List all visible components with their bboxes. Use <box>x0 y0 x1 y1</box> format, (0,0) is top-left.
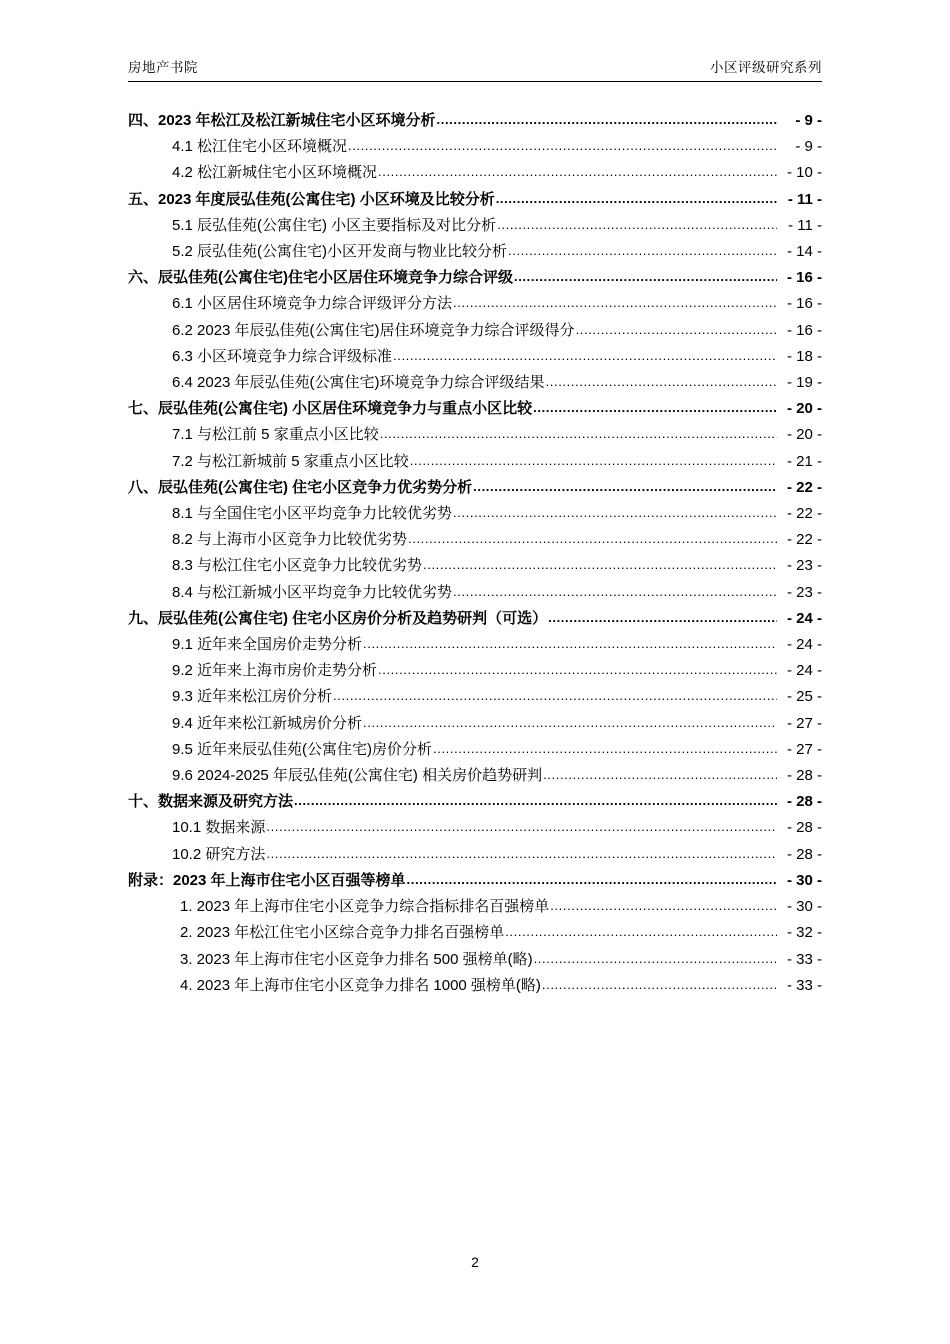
toc-entry-page: - 22 - <box>786 478 822 496</box>
toc-entry-page: - 33 - <box>786 976 822 994</box>
toc-leader-dots <box>534 946 777 972</box>
page-number: 2 <box>471 1254 479 1270</box>
toc-entry-page: - 24 - <box>786 636 822 654</box>
toc-entry-title: 十、数据来源及研究方法 <box>128 793 294 811</box>
toc-leader-dots <box>497 212 777 238</box>
toc-leader-dots <box>378 159 777 185</box>
toc-leader-dots <box>546 369 777 395</box>
toc-entry[interactable] <box>128 160 822 186</box>
toc-entry-title: 10.1 数据来源 <box>172 819 266 837</box>
toc-entry-title: 1. 2023 年上海市住宅小区竞争力综合指标排名百强榜单 <box>180 898 550 916</box>
toc-entry-title: 8.2 与上海市小区竞争力比较优劣势 <box>172 531 408 549</box>
toc-entry[interactable] <box>128 213 822 239</box>
toc-entry-page: - 28 - <box>786 819 822 837</box>
header-left-text: 房地产书院 <box>128 60 198 75</box>
toc-entry[interactable] <box>128 449 822 475</box>
toc-leader-dots <box>294 788 777 814</box>
toc-entry[interactable] <box>128 108 822 134</box>
toc-entry-title: 6.1 小区居住环境竞争力综合评级评分方法 <box>172 295 453 313</box>
toc-entry[interactable] <box>128 239 822 265</box>
toc-entry[interactable] <box>128 318 822 344</box>
toc-entry-title: 五、2023 年度辰弘佳苑(公寓住宅) 小区环境及比较分析 <box>128 190 495 208</box>
toc-entry-page: - 33 - <box>786 950 822 968</box>
toc-leader-dots <box>542 972 777 998</box>
toc-leader-dots <box>550 893 777 919</box>
toc-entry[interactable] <box>128 632 822 658</box>
page-header <box>128 56 822 82</box>
toc-leader-dots <box>380 421 777 447</box>
toc-entry[interactable] <box>128 291 822 317</box>
toc-leader-dots <box>453 579 777 605</box>
toc-leader-dots <box>496 186 777 212</box>
toc-entry-page: - 23 - <box>786 557 822 575</box>
toc-entry-page: - 16 - <box>786 321 822 339</box>
toc-entry-title: 九、辰弘佳苑(公寓住宅) 住宅小区房价分析及趋势研判（可选） <box>128 609 548 627</box>
toc-entry-page: - 9 - <box>795 138 822 156</box>
toc-entry[interactable] <box>128 606 822 632</box>
toc-entry-title: 8.3 与松江住宅小区竞争力比较优劣势 <box>172 557 423 575</box>
toc-entry-page: - 9 - <box>795 112 822 129</box>
toc-leader-dots <box>433 736 777 762</box>
toc-entry-page: - 24 - <box>786 609 822 627</box>
toc-entry-title: 5.1 辰弘佳苑(公寓住宅) 小区主要指标及对比分析 <box>172 216 497 234</box>
toc-leader-dots <box>393 343 777 369</box>
toc-leader-dots <box>453 290 777 316</box>
toc-entry[interactable] <box>128 947 822 973</box>
toc-entry-title: 9.2 近年来上海市房价走势分析 <box>172 662 378 680</box>
toc-entry-page: - 16 - <box>786 295 822 313</box>
toc-entry-page: - 19 - <box>786 374 822 392</box>
toc-leader-dots <box>408 526 777 552</box>
toc-entry-page: - 11 - <box>787 190 822 208</box>
toc-entry[interactable] <box>128 763 822 789</box>
toc-entry-title: 八、辰弘佳苑(公寓住宅) 住宅小区竞争力优劣势分析 <box>128 478 473 496</box>
toc-entry-title: 四、2023 年松江及松江新城住宅小区环境分析 <box>128 112 436 129</box>
toc-entry-title: 9.6 2024-2025 年辰弘佳苑(公寓住宅) 相关房价趋势研判 <box>172 767 543 785</box>
toc-leader-dots <box>266 814 777 840</box>
toc-leader-dots <box>473 474 777 500</box>
toc-entry[interactable] <box>128 920 822 946</box>
table-of-contents <box>128 108 822 999</box>
toc-entry-page: - 32 - <box>786 924 822 942</box>
toc-leader-dots <box>333 683 777 709</box>
toc-entry-page: - 30 - <box>786 871 822 889</box>
toc-entry[interactable] <box>128 815 822 841</box>
toc-entry-page: - 28 - <box>786 767 822 785</box>
toc-entry[interactable] <box>128 842 822 868</box>
toc-entry-title: 9.5 近年来辰弘佳苑(公寓住宅)房价分析 <box>172 740 433 758</box>
toc-entry-title: 6.2 2023 年辰弘佳苑(公寓住宅)居住环境竞争力综合评级得分 <box>172 321 575 339</box>
header-right-text: 小区评级研究系列 <box>710 60 822 75</box>
toc-entry[interactable] <box>128 553 822 579</box>
toc-entry-page: - 20 - <box>786 426 822 444</box>
toc-leader-dots <box>453 500 777 526</box>
toc-entry[interactable] <box>128 580 822 606</box>
toc-entry-page: - 16 - <box>786 269 822 287</box>
toc-entry-title: 4.1 松江住宅小区环境概况 <box>172 138 348 156</box>
toc-entry[interactable] <box>128 658 822 684</box>
toc-leader-dots <box>363 710 777 736</box>
toc-leader-dots <box>378 657 777 683</box>
toc-entry[interactable] <box>128 396 822 422</box>
toc-leader-dots <box>508 238 777 264</box>
toc-leader-dots <box>410 448 777 474</box>
toc-entry[interactable] <box>128 868 822 894</box>
toc-entry-page: - 25 - <box>786 688 822 706</box>
toc-entry[interactable] <box>128 134 822 160</box>
toc-entry-page: - 30 - <box>786 898 822 916</box>
toc-leader-dots <box>505 919 777 945</box>
toc-entry-page: - 11 - <box>788 216 822 234</box>
toc-entry[interactable] <box>128 737 822 763</box>
toc-entry-page: - 20 - <box>786 400 822 418</box>
toc-entry[interactable] <box>128 684 822 710</box>
toc-entry-title: 9.3 近年来松江房价分析 <box>172 688 333 706</box>
toc-entry-page: - 18 - <box>786 347 822 365</box>
toc-entry-title: 4. 2023 年上海市住宅小区竞争力排名 1000 强榜单(略) <box>180 976 541 994</box>
toc-entry[interactable] <box>128 265 822 291</box>
toc-leader-dots <box>348 133 777 159</box>
toc-entry[interactable] <box>128 501 822 527</box>
toc-entry-title: 附录：2023 年上海市住宅小区百强等榜单 <box>128 871 406 889</box>
toc-entry[interactable] <box>128 422 822 448</box>
toc-entry[interactable] <box>128 370 822 396</box>
toc-entry-title: 6.4 2023 年辰弘佳苑(公寓住宅)环境竞争力综合评级结果 <box>172 374 545 392</box>
toc-entry-title: 8.1 与全国住宅小区平均竞争力比较优劣势 <box>172 505 453 523</box>
toc-entry[interactable] <box>128 789 822 815</box>
toc-entry-page: - 27 - <box>786 740 822 758</box>
toc-entry[interactable] <box>128 187 822 213</box>
toc-leader-dots <box>543 762 777 788</box>
toc-entry-title: 10.2 研究方法 <box>172 845 266 863</box>
toc-entry-title: 9.4 近年来松江新城房价分析 <box>172 714 363 732</box>
toc-entry-page: - 10 - <box>786 164 822 182</box>
toc-entry-title: 6.3 小区环境竞争力综合评级标准 <box>172 347 393 365</box>
toc-entry-page: - 27 - <box>786 714 822 732</box>
toc-entry-title: 2. 2023 年松江住宅小区综合竞争力排名百强榜单 <box>180 924 505 942</box>
toc-entry[interactable] <box>128 894 822 920</box>
toc-leader-dots <box>363 631 777 657</box>
toc-entry[interactable] <box>128 711 822 737</box>
toc-leader-dots <box>407 867 777 893</box>
toc-entry-title: 5.2 辰弘佳苑(公寓住宅)小区开发商与物业比较分析 <box>172 243 508 261</box>
toc-entry[interactable] <box>128 973 822 999</box>
toc-entry-title: 六、辰弘佳苑(公寓住宅)住宅小区居住环境竞争力综合评级 <box>128 269 513 287</box>
toc-leader-dots <box>533 395 777 421</box>
toc-entry-page: - 14 - <box>786 243 822 261</box>
toc-leader-dots <box>423 552 777 578</box>
toc-entry-page: - 23 - <box>786 583 822 601</box>
page-footer <box>0 1254 950 1270</box>
toc-leader-dots <box>266 841 777 867</box>
toc-entry-page: - 22 - <box>786 531 822 549</box>
toc-entry[interactable] <box>128 475 822 501</box>
toc-entry-title: 4.2 松江新城住宅小区环境概况 <box>172 164 378 182</box>
toc-entry-title: 3. 2023 年上海市住宅小区竞争力排名 500 强榜单(略) <box>180 950 533 968</box>
toc-entry-page: - 22 - <box>786 505 822 523</box>
toc-entry-title: 7.1 与松江前 5 家重点小区比较 <box>172 426 379 444</box>
toc-entry-page: - 24 - <box>786 662 822 680</box>
toc-entry-page: - 21 - <box>786 452 822 470</box>
toc-leader-dots <box>548 605 777 631</box>
toc-entry-title: 七、辰弘佳苑(公寓住宅) 小区居住环境竞争力与重点小区比较 <box>128 400 533 418</box>
toc-entry-title: 7.2 与松江新城前 5 家重点小区比较 <box>172 452 409 470</box>
toc-entry-title: 9.1 近年来全国房价走势分析 <box>172 636 363 654</box>
toc-entry-page: - 28 - <box>786 793 822 811</box>
toc-leader-dots <box>576 317 777 343</box>
toc-entry[interactable] <box>128 344 822 370</box>
toc-leader-dots <box>437 107 777 133</box>
toc-entry-title: 8.4 与松江新城小区平均竞争力比较优劣势 <box>172 583 453 601</box>
toc-leader-dots <box>514 264 777 290</box>
toc-entry[interactable] <box>128 527 822 553</box>
toc-entry-page: - 28 - <box>786 845 822 863</box>
